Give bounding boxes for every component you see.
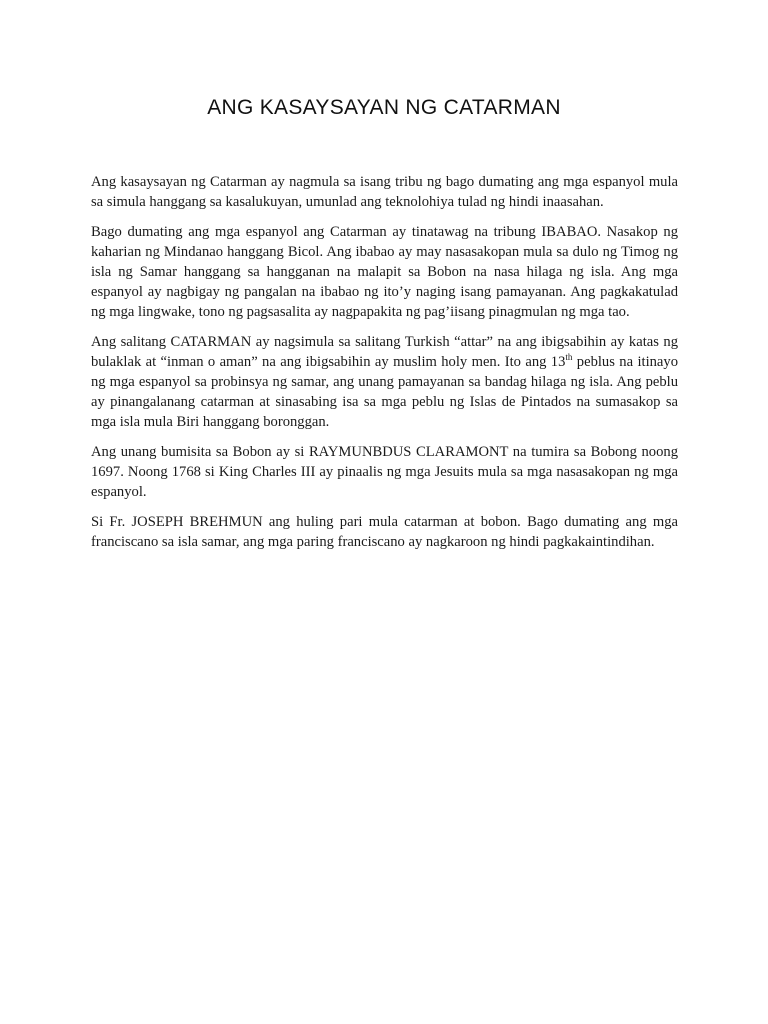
ordinal-suffix: th xyxy=(565,352,573,363)
paragraph-3-text-after: peblus na itinayo ng mga espanyol sa probinsya ng samar, ang unang pamayanan sa bandag hilaga ng isla. Ang peblu ay pinangalanang catarman at sinasabing isa sa mga peblu ng Islas de Pintados na sumasakop sa mga isla mula Biri hanggang boronggan. xyxy=(91,354,678,430)
paragraph-2: Bago dumating ang mga espanyol ang Catarman ay tinatawag na tribung IBABAO. Nasakop ng kaharian ng Mindanao hanggang Bicol. Ang ibabao ay may nasasakopan mula sa dulo ng Timog ng isla ng Samar hanggang sa hangganan na malapit sa Bobon na nasa hilaga ng isla. Ang mga espanyol ay nagbigay ng pangalan na ibabao ng ito’y naging isang pamayanan. Ang pagkakatulad ng mga lingwake, tono ng pagsasalita ay nagpapakita ng pag’iisang pinagmulan ng mga tao. xyxy=(91,224,678,320)
paragraph-3 xyxy=(91,332,678,432)
paragraph-3-text-before: Ang salitang CATARMAN ay nagsimula sa salitang Turkish “attar” na ang ibigsabihin ay katas ng bulaklak at “inman o aman” na ang ibigsabihin ay muslim holy men. Ito ang 13 xyxy=(91,334,678,370)
paragraph-4: Ang unang bumisita sa Bobon ay si RAYMUNBDUS CLARAMONT na tumira sa Bobong noong 1697. Noong 1768 si King Charles III ay pinaalis ng mga Jesuits mula sa mga nasasakopan ng mga espanyol. xyxy=(91,444,678,500)
document-body xyxy=(91,172,678,562)
paragraph-1: Ang kasaysayan ng Catarman ay nagmula sa isang tribu ng bago dumating ang mga espanyol mula sa simula hanggang sa kasalukuyan, umunlad ang teknolohiya tulad ng hindi inaasahan. xyxy=(91,174,678,210)
paragraph-5: Si Fr. JOSEPH BREHMUN ang huling pari mula catarman at bobon. Bago dumating ang mga franciscano sa isla samar, ang mga paring franciscano ay nagkaroon ng hindi pagkakaintindihan. xyxy=(91,514,678,550)
document-title: ANG KASAYSAYAN NG CATARMAN xyxy=(207,96,561,119)
